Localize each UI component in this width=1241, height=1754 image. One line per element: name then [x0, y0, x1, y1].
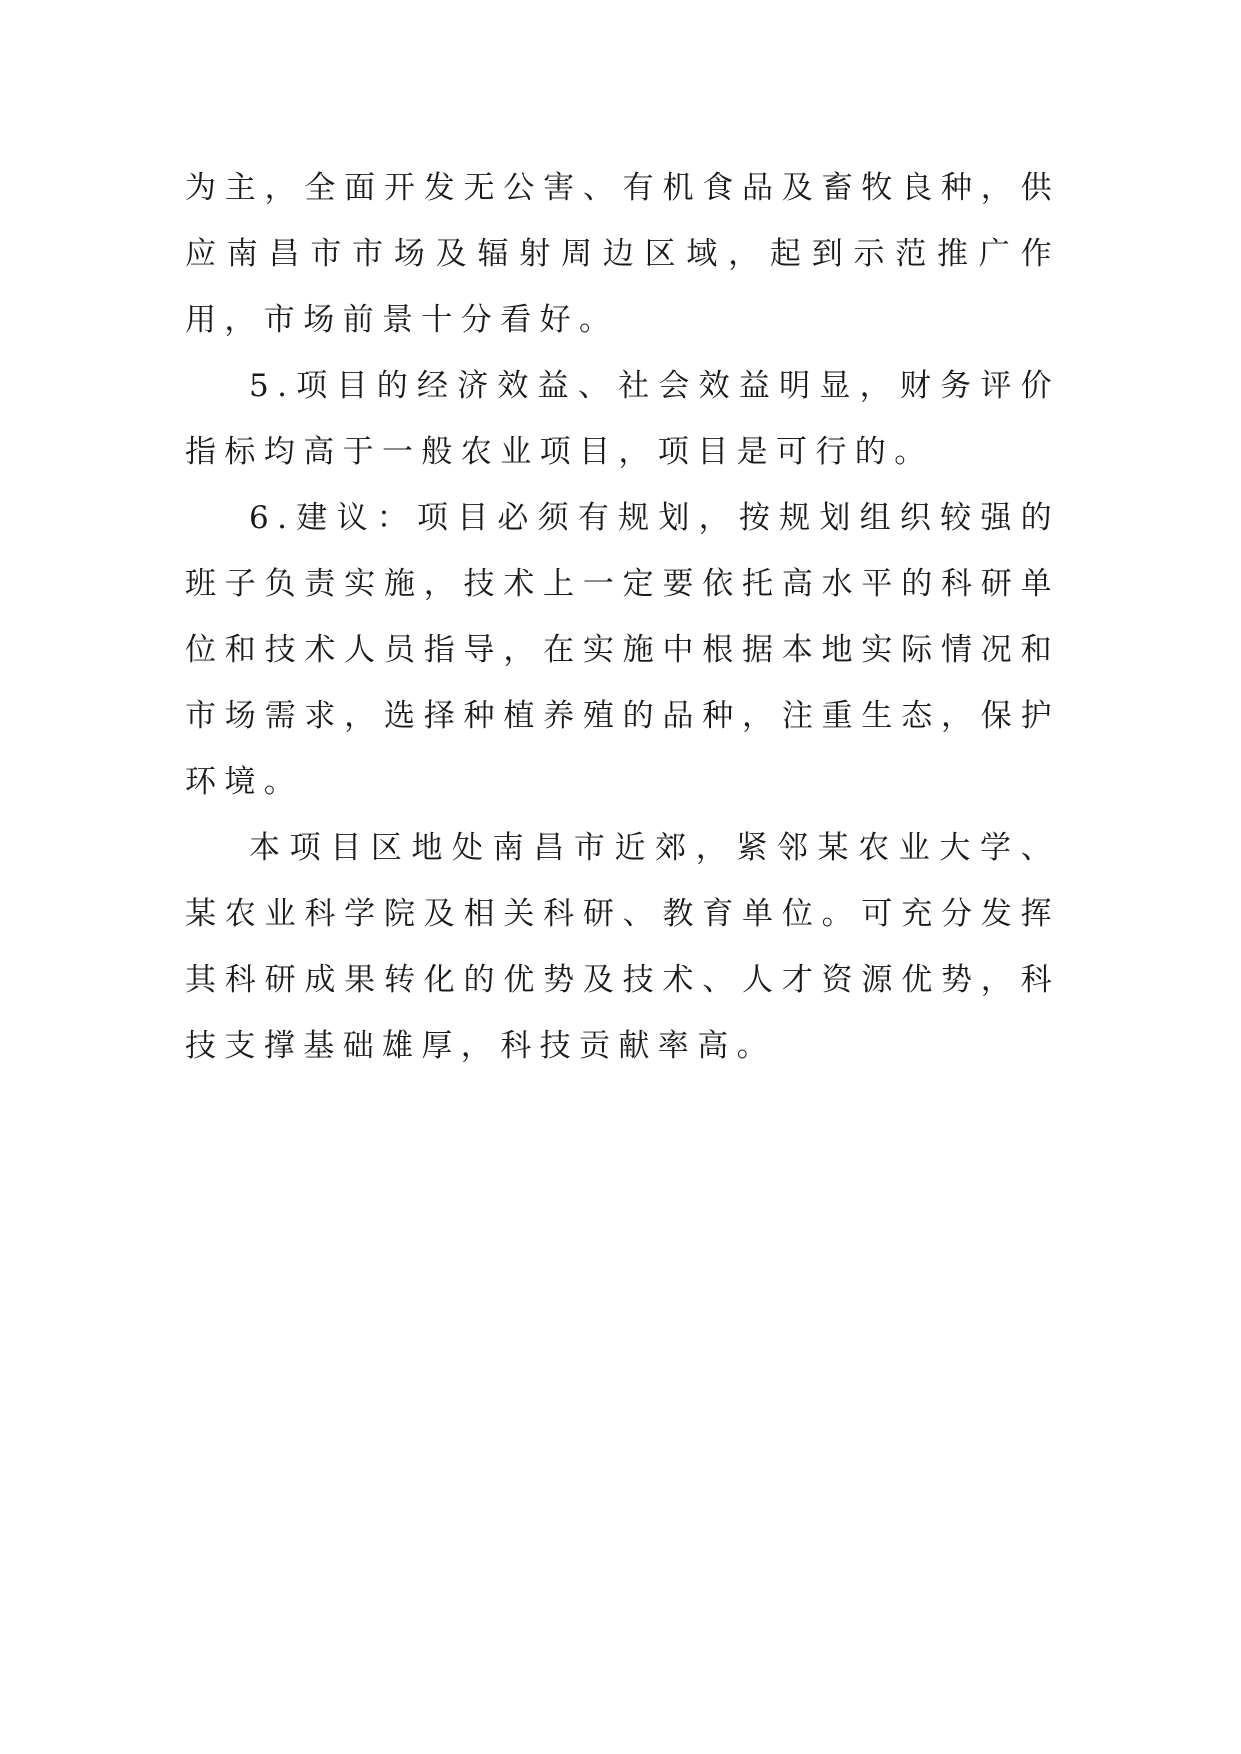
document-body: [185, 155, 1060, 1079]
paragraph-item-5: 5.项目的经济效益、社会效益明显，财务评价指标均高于一般农业项目，项目是可行的。: [185, 368, 1060, 470]
paragraph-project-location: 本项目区地处南昌市近郊，紧邻某农业大学、某农业科学院及相关科研、教育单位。可充分发挥其科研成果转化的优势及技术、人才资源优势，科技支撑基础雄厚，科技贡献率高。: [185, 830, 1060, 1064]
paragraph-continuation: 为主，全面开发无公害、有机食品及畜牧良种，供应南昌市市场及辐射周边区域，起到示范推广作用，市场前景十分看好。: [185, 170, 1060, 338]
paragraph-item-6: 6.建议：项目必须有规划，按规划组织较强的班子负责实施，技术上一定要依托高水平的科研单位和技术人员指导，在实施中根据本地实际情况和市场需求，选择种植养殖的品种，注重生态，保护环境。: [185, 500, 1060, 800]
